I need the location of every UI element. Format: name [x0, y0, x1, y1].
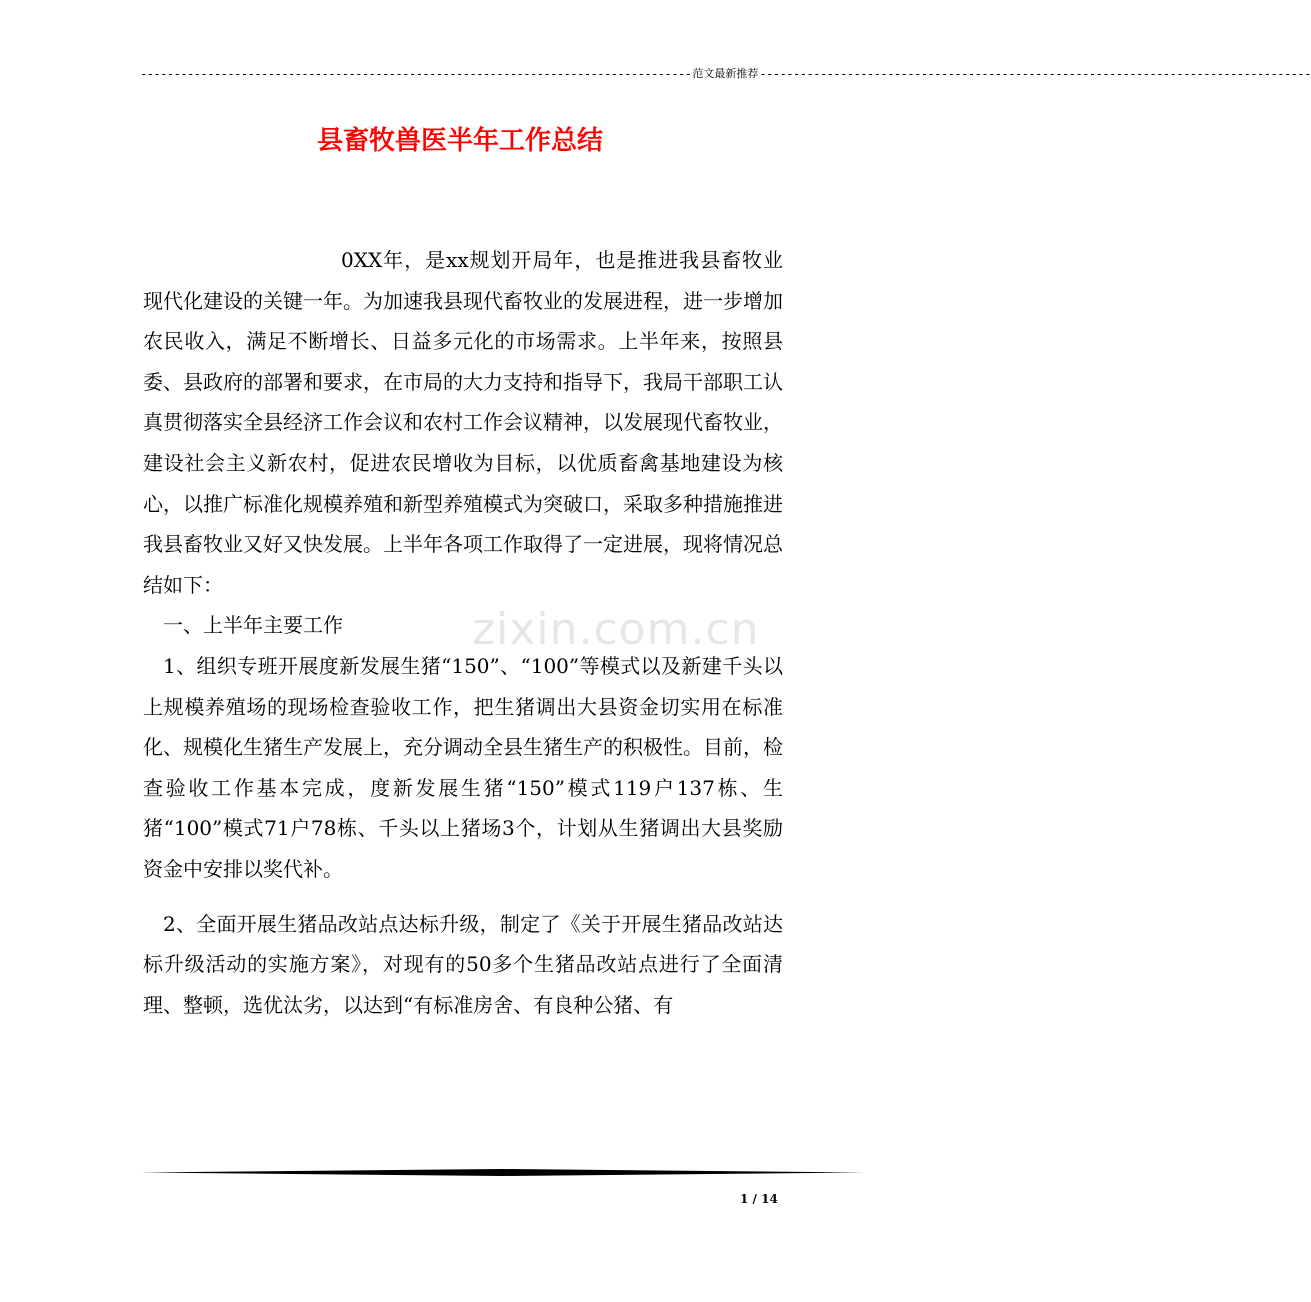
- header-dashes-right: ----------------------------------------------------------------------------------: [759, 67, 1311, 81]
- header-dashes-left: ----------------------------------------------------------------------------------: [140, 67, 692, 81]
- body-paragraph: 1、组织专班开展度新发展生猪“150”、“100”等模式以及新建千头以上规模养殖场的现场检查验收工作，把生猪调出大县资金切实用在标准化、规模化生猪生产发展上，充分调动全县生猪生产的积极性。目前，检查验收工作基本完成，度新发展生猪“150”模式119户137栋、生猪“100”模式71户78栋、千头以上猪场3个，计划从生猪调出大县奖励资金中安排以奖代补。: [143, 653, 783, 881]
- document-title: 县畜牧兽医半年工作总结: [316, 126, 603, 156]
- footer-rule: [140, 1169, 864, 1176]
- header-line: [140, 66, 1311, 82]
- section-heading: 一、上半年主要工作: [163, 613, 343, 638]
- intro-paragraph: 0XX年，是xx规划开局年，也是推进我县畜牧业现代化建设的关键一年。为加速我县现代畜牧业的发展进程，进一步增加农民收入，满足不断增长、日益多元化的市场需求。上半年来，按照县委、县政府的部署和要求，在市局的大力支持和指导下，我局干部职工认真贯彻落实全县经济工作会议和农村工作会议精神，以发展现代畜牧业，建设社会主义新农村，促进农民增收为目标，以优质畜禽基地建设为核心，以推广标准化规模养殖和新型养殖模式为突破口，采取多种措施推进我县畜牧业又好又快发展。上半年各项工作取得了一定进展，现将情况总结如下：: [143, 248, 783, 597]
- header-label: 范文最新推荐: [692, 67, 759, 80]
- page-number: 1 / 14: [740, 1192, 778, 1206]
- watermark: zixin.com.cn: [472, 604, 760, 655]
- document-body: [143, 240, 783, 1025]
- body-paragraph: 2、全面开展生猪品改站点达标升级，制定了《关于开展生猪品改站达标升级活动的实施方案》，对现有的50多个生猪品改站点进行了全面清理、整顿，选优汰劣，以达到“有标准房舍、有良种公猪、有: [143, 911, 783, 1017]
